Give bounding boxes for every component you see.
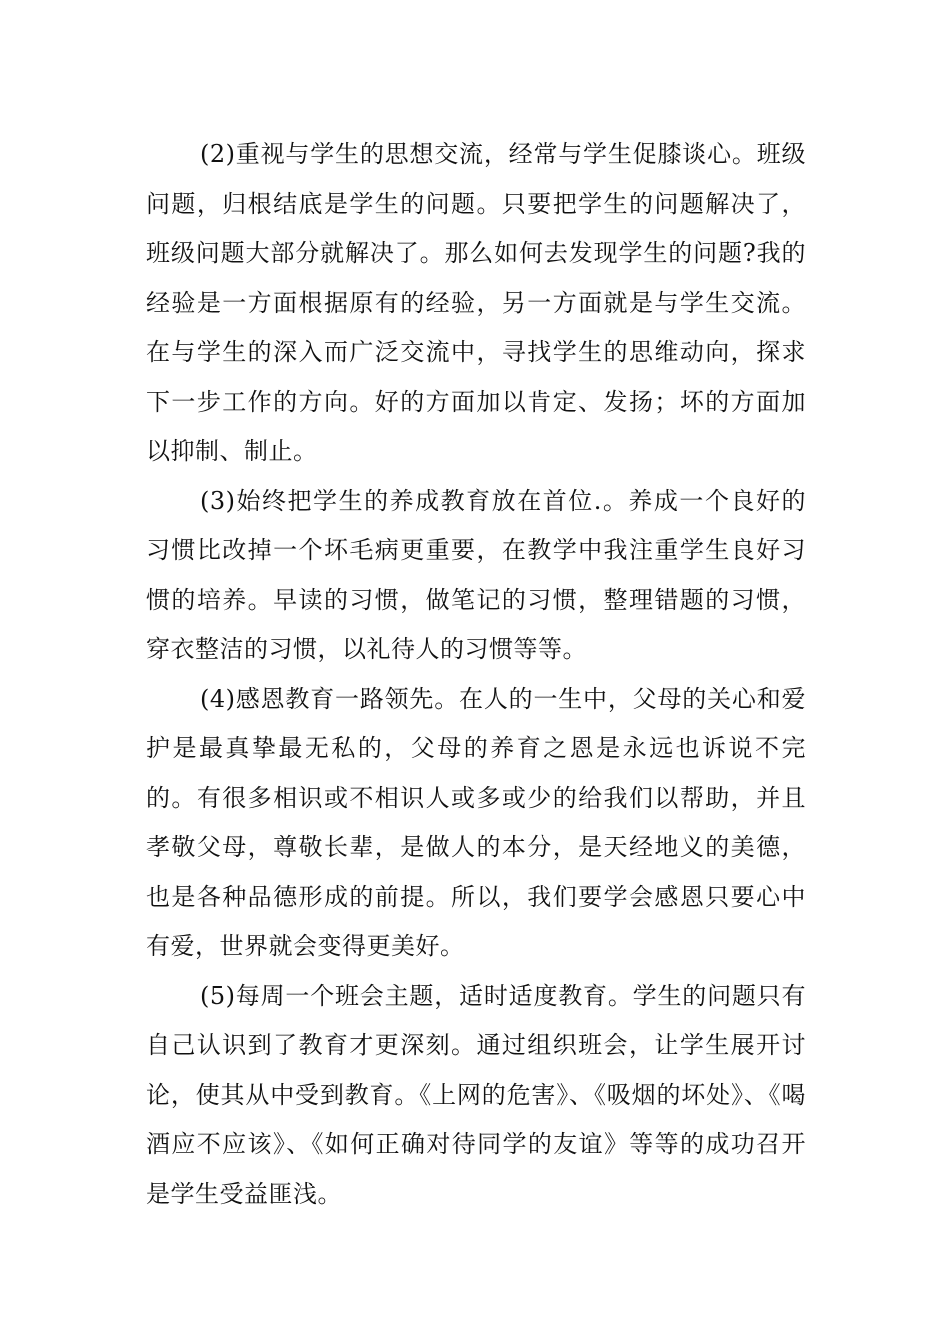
- paragraph-item-2: (2)重视与学生的思想交流，经常与学生促膝谈心。班级问题，归根结底是学生的问题。只要把学生的问题解决了，班级问题大部分就解决了。那么如何去发现学生的问题?我的经验是一方面根据原有的经验，另一方面就是与学生交流。在与学生的深入而广泛交流中，寻找学生的思维动向，探求下一步工作的方向。好的方面加以肯定、发扬；坏的方面加以抑制、制止。: [146, 140, 806, 465]
- paragraph-item-5: (5)每周一个班会主题，适时适度教育。学生的问题只有自己认识到了教育才更深刻。通过组织班会，让学生展开讨论，使其从中受到教育。《上网的危害》、《吸烟的坏处》、《喝酒应不应该》、《如何正确对待同学的友谊》等等的成功召开是学生受益匪浅。: [146, 981, 806, 1208]
- document-body: [146, 130, 806, 1219]
- paragraph-item-3: (3)始终把学生的养成教育放在首位.。养成一个良好的习惯比改掉一个坏毛病更重要，在教学中我注重学生良好习惯的培养。早读的习惯，做笔记的习惯，整理错题的习惯，穿衣整洁的习惯，以礼待人的习惯等等。: [146, 486, 806, 663]
- paragraph-item-4: (4)感恩教育一路领先。在人的一生中，父母的关心和爱护是最真挚最无私的，父母的养育之恩是永远也诉说不完的。有很多相识或不相识人或多或少的给我们以帮助，并且孝敬父母，尊敬长辈，是做人的本分，是天经地义的美德，也是各种品德形成的前提。所以，我们要学会感恩只要心中有爱，世界就会变得更美好。: [146, 684, 806, 960]
